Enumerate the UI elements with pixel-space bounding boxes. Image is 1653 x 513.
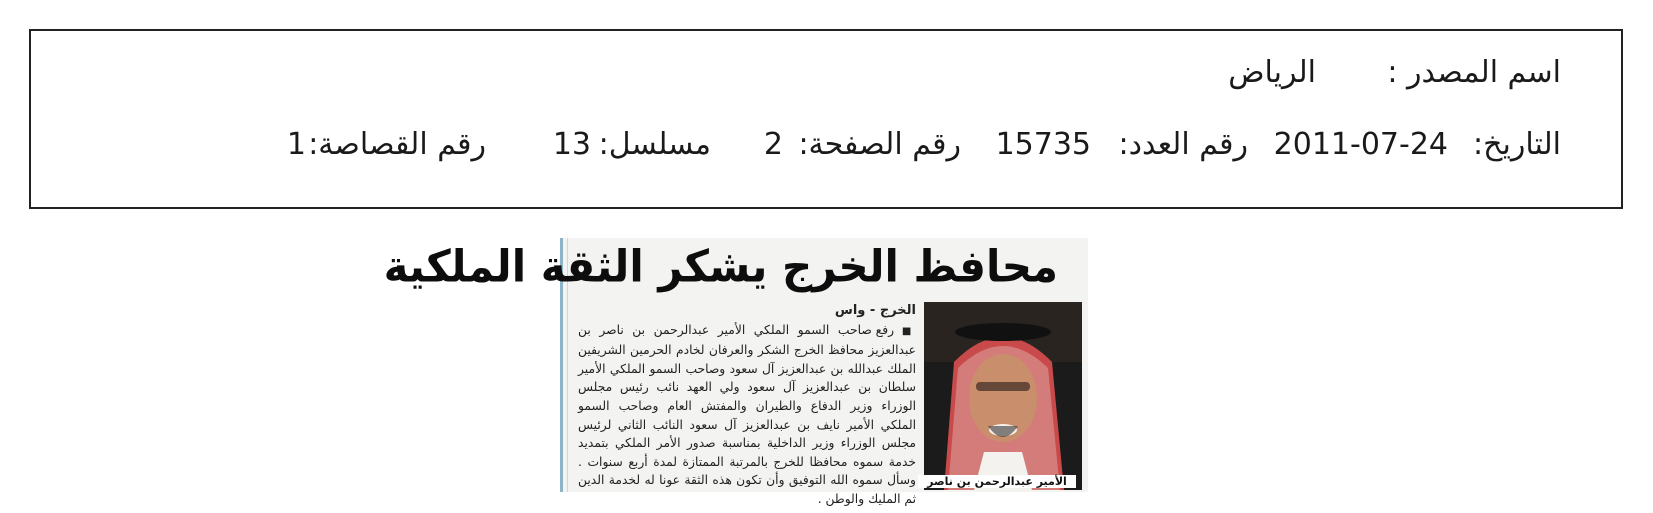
date-label: التاريخ: <box>1473 127 1561 162</box>
clipping-metadata-box <box>29 29 1623 209</box>
bullet-icon: ■ <box>894 325 916 337</box>
news-clipping <box>383 238 1088 506</box>
article-text: رفع صاحب السمو الملكي الأمير عبدالرحمن بن ناصر بن عبدالعزيز محافظ الخرج الشكر والعرفان لخادم الحرمين الشريفين الملك عبدالله بن عبدالعزيز آل سعود وصاحب السمو الملكي الأمير سلطان بن عبدالعزيز آل سعود ولي العهد نائب رئيس مجلس الوزراء وزير الدفاع والطيران والمفتش العام وصاحب السمو الملكي الأمير نايف بن عبدالعزيز آل سعود النائب الثاني لرئيس مجلس الوزراء وزير الداخلية بمناسبة صدور الأمر الملكي بتمديد خدمة سموه محافظا للخرج بالمرتبة الممتازة لمدة أربع سنوات . وسأل سموه الله التوفيق وأن تكون هذه الثقة عونا له لخدمة الدين ثم المليك والوطن . <box>578 322 916 506</box>
source-value: الرياض <box>1228 55 1316 90</box>
page-label: رقم الصفحة: <box>798 127 961 162</box>
source-label: اسم المصدر : <box>1387 55 1561 90</box>
clipping-label: رقم القصاصة: <box>308 127 486 162</box>
article-body <box>578 302 916 509</box>
clipping-value: 1 <box>286 127 306 162</box>
portrait-image <box>924 302 1082 490</box>
serial-label: مسلسل: <box>598 127 711 162</box>
issue-label: رقم العدد: <box>1118 127 1248 162</box>
issue-value: 15735 <box>995 127 1091 162</box>
date-value: 2011-07-24 <box>1273 127 1448 162</box>
photo-caption: الأمير عبدالرحمن بن ناصر <box>918 475 1076 488</box>
serial-value: 13 <box>552 127 591 162</box>
article-headline: محافظ الخرج يشكر الثقة الملكية <box>383 240 1058 293</box>
page-value: 2 <box>763 127 783 162</box>
portrait-photo <box>924 302 1082 490</box>
article-dateline: الخرج - واس <box>834 303 916 318</box>
